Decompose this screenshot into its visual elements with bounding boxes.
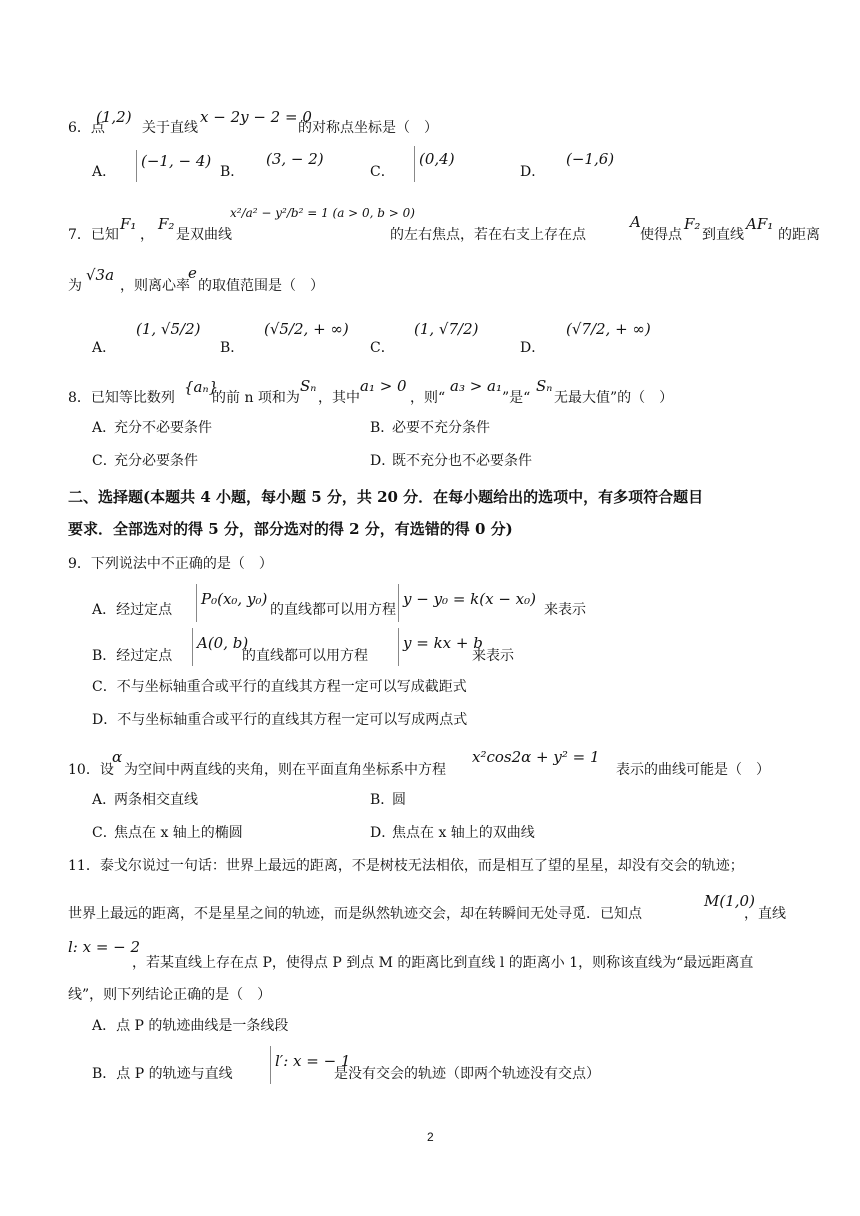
q7-option-a-label: A． [92,340,117,356]
page-number: 2 [427,1130,434,1144]
q9-option-c: C．不与坐标轴重合或平行的直线其方程一定可以写成截距式 [92,679,467,695]
q8-text-5: 无最大值”的（ ） [554,390,674,406]
q8-option-c-label: C． [92,453,117,469]
q6-option-a: (−1, − 4) [136,150,211,182]
q9-stem: 9．下列说法中不正确的是（ ） [68,556,273,572]
q9-option-b-end: 来表示 [472,648,514,664]
q8-option-c: 充分必要条件 [114,453,198,469]
q6-option-d: (−1,6) [566,150,615,168]
q9-option-a-label: A．经过定点 [92,602,173,618]
q10-option-b-label: B． [370,792,395,808]
q8-text-2: ，其中 [318,390,360,406]
q7-option-d-label: D． [520,340,546,356]
q7-f2-second: F₂ [684,215,701,233]
q6-option-c-label: C． [370,164,395,180]
q8-option-a-label: A． [92,420,117,436]
q7-text-8: 的取值范围是（ ） [198,278,324,294]
q11-line-l: l: x = − 2 [68,938,141,956]
q7-text-3: 使得点 [640,227,682,243]
q7-option-b-label: B． [220,340,245,356]
section-2-line-1: 二、选择题(本题共 4 小题，每小题 5 分，共 20 分．在每小题给出的选项中，有多项符合题目 [68,488,704,506]
q11-line-3: ，若某直线上存在点 P，使得点 P 到点 M 的距离比到直线 l 的距离小 1，则称该直线为“最远距离直 [132,955,754,971]
q6-option-c: (0,4) [414,146,455,182]
q8-option-d: 既不充分也不必要条件 [392,453,532,469]
q9-option-a-equation: y − y₀ = k(x − x₀) [398,584,536,622]
q10-option-d-label: D． [370,825,396,841]
q7-text-7: ，则离心率 [120,278,190,294]
q10-option-c-label: C． [92,825,117,841]
q8-option-b: 必要不充分条件 [392,420,490,436]
q6-line-equation: x − 2y − 2 = 0 [200,108,312,126]
q9-option-a-point: P₀(x₀, y₀) [196,584,267,622]
q9-option-b-point: A(0, b) [192,628,248,666]
q11-line-2: 世界上最远的距离，不是星星之间的轨迹，而是纵然轨迹交会，却在转瞬间无处寻觅．已知点 [68,906,642,922]
q7-option-c-label: C． [370,340,395,356]
q11-line-1: 11．泰戈尔说过一句话：世界上最远的距离，不是树枝无法相依，而是相互了望的星星，却没有交会的轨迹； [68,858,744,874]
q10-option-a: 两条相交直线 [114,792,198,808]
q10-option-c: 焦点在 x 轴上的椭圆 [114,825,243,841]
q7-text-5-holder: 的距离 [778,227,820,243]
q9-option-b-equation: y = kx + b [398,628,483,666]
q7-text-4: 到直线 [702,227,744,243]
q10-text-1: 为空间中两直线的夹角，则在平面直角坐标系中方程 [124,762,446,778]
q11-option-a: A．点 P 的轨迹曲线是一条线段 [92,1018,289,1034]
q8-text-1: 的前 n 项和为 [212,390,300,406]
q10-text-2: 表示的曲线可能是（ ） [616,762,770,778]
q6-option-b-label: B． [220,164,245,180]
q6-option-d-label: D． [520,164,546,180]
q11-line-2-end: ，直线 [744,906,786,922]
q7-number: 7．已知 [68,227,119,243]
q10-option-b: 圆 [392,792,406,808]
q11-line-4: 线”，则下列结论正确的是（ ） [68,987,272,1003]
q7-hyperbola-equation: x²/a² − y²/b² = 1 (a > 0, b > 0) [230,206,415,220]
q6-point: (1,2) [96,108,132,126]
q7-text-1: 是双曲线 [176,227,232,243]
q6-text-end: 的对称点坐标是（ ） [298,120,438,136]
q7-option-a: (1, √5/2) [136,320,201,338]
q7-option-c: (1, √7/2) [414,320,479,338]
q10-alpha: α [112,748,123,766]
q6-option-a-label: A． [92,164,117,180]
q11-option-b-pre: B．点 P 的轨迹与直线 [92,1066,233,1082]
q9-option-b-label: B．经过定点 [92,648,173,664]
q6-number: 6．点 [68,120,105,136]
q8-text-3: ，则“ [410,390,446,406]
q9-option-a-end: 来表示 [544,602,586,618]
q7-distance: √3a [86,266,115,284]
q7-text-6: 为 [68,278,82,294]
q6-text: 关于直线 [142,120,198,136]
q7-option-d: (√7/2, + ∞) [566,320,651,338]
q10-option-d: 焦点在 x 轴上的双曲线 [392,825,535,841]
q11-option-b-post: 是没有交会的轨迹（即两个轨迹没有交点） [334,1066,600,1082]
q7-line-af1: AF₁ [746,215,774,233]
q8-sn-second: Sₙ [536,377,553,395]
q8-sequence: {aₙ} [184,378,219,396]
q9-option-b-mid: 的直线都可以用方程 [242,648,368,664]
q10-equation: x²cos2α + y² = 1 [472,748,600,766]
q8-option-d-label: D． [370,453,396,469]
q9-option-a-mid: 的直线都可以用方程 [270,602,396,618]
q7-option-b: (√5/2, + ∞) [264,320,349,338]
q8-option-b-label: B． [370,420,395,436]
section-2-line-2: 要求．全部选对的得 5 分，部分选对的得 2 分，有选错的得 0 分) [68,520,513,538]
q8-number: 8．已知等比数列 [68,390,175,406]
q8-sn: Sₙ [300,377,317,395]
q7-f2: F₂ [158,215,175,233]
q7-point-a: A [630,213,641,231]
q11-option-b-equation: l′: x = − 1 [270,1046,350,1084]
q10-number: 10．设 [68,762,114,778]
q7-text-2: 的左右焦点，若在右支上存在点 [390,227,586,243]
q7-f1: F₁ [120,215,137,233]
q8-option-a: 充分不必要条件 [114,420,212,436]
q8-compare: a₃ > a₁ [450,377,503,395]
q10-option-a-label: A． [92,792,117,808]
q7-comma: ， [140,227,154,243]
q7-eccentricity: e [188,264,197,282]
q9-option-d: D．不与坐标轴重合或平行的直线其方程一定可以写成两点式 [92,712,468,728]
q8-text-4: ”是“ [502,390,531,406]
q6-option-b: (3, − 2) [266,150,324,168]
q11-point-m: M(1,0) [704,892,755,910]
q8-condition: a₁ > 0 [360,377,407,395]
